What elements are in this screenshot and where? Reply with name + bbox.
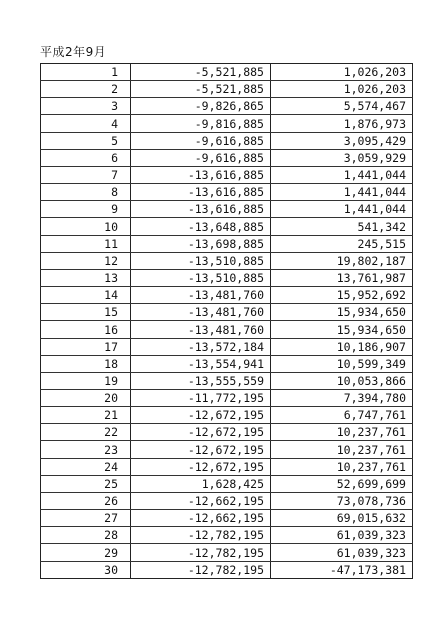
day-cell: 20 bbox=[41, 389, 131, 406]
day-cell: 1 bbox=[41, 64, 131, 81]
amount-b-cell: 52,699,699 bbox=[271, 475, 413, 492]
amount-b-cell: 3,095,429 bbox=[271, 132, 413, 149]
amount-b-cell: 15,934,650 bbox=[271, 304, 413, 321]
amount-a-cell: -9,826,865 bbox=[131, 98, 271, 115]
table-row bbox=[41, 115, 413, 132]
amount-a-cell: 1,628,425 bbox=[131, 475, 271, 492]
amount-b-cell: 10,053,866 bbox=[271, 372, 413, 389]
amount-a-cell: -9,616,885 bbox=[131, 149, 271, 166]
amount-a-cell: -11,772,195 bbox=[131, 389, 271, 406]
table-row bbox=[41, 441, 413, 458]
amount-a-cell: -13,554,941 bbox=[131, 355, 271, 372]
table-row bbox=[41, 252, 413, 269]
daily-balance-table bbox=[40, 63, 413, 579]
amount-a-cell: -13,481,760 bbox=[131, 287, 271, 304]
amount-b-cell: 1,441,044 bbox=[271, 201, 413, 218]
table-row bbox=[41, 544, 413, 561]
day-cell: 17 bbox=[41, 338, 131, 355]
amount-a-cell: -5,521,885 bbox=[131, 81, 271, 98]
amount-a-cell: -12,662,195 bbox=[131, 510, 271, 527]
table-row bbox=[41, 527, 413, 544]
amount-a-cell: -13,616,885 bbox=[131, 184, 271, 201]
amount-a-cell: -13,510,885 bbox=[131, 252, 271, 269]
amount-b-cell: 1,026,203 bbox=[271, 64, 413, 81]
amount-b-cell: 1,441,044 bbox=[271, 184, 413, 201]
day-cell: 26 bbox=[41, 492, 131, 509]
day-cell: 18 bbox=[41, 355, 131, 372]
amount-b-cell: 10,186,907 bbox=[271, 338, 413, 355]
table-row bbox=[41, 492, 413, 509]
amount-a-cell: -13,572,184 bbox=[131, 338, 271, 355]
day-cell: 11 bbox=[41, 235, 131, 252]
table-body bbox=[41, 64, 413, 579]
amount-b-cell: 3,059,929 bbox=[271, 149, 413, 166]
day-cell: 22 bbox=[41, 424, 131, 441]
day-cell: 10 bbox=[41, 218, 131, 235]
amount-a-cell: -12,782,195 bbox=[131, 544, 271, 561]
amount-a-cell: -9,616,885 bbox=[131, 132, 271, 149]
amount-a-cell: -12,672,195 bbox=[131, 407, 271, 424]
day-cell: 21 bbox=[41, 407, 131, 424]
amount-b-cell: 1,441,044 bbox=[271, 166, 413, 183]
day-cell: 3 bbox=[41, 98, 131, 115]
day-cell: 6 bbox=[41, 149, 131, 166]
day-cell: 23 bbox=[41, 441, 131, 458]
table-row bbox=[41, 235, 413, 252]
day-cell: 5 bbox=[41, 132, 131, 149]
amount-b-cell: 1,026,203 bbox=[271, 81, 413, 98]
amount-a-cell: -13,510,885 bbox=[131, 269, 271, 286]
table-row bbox=[41, 166, 413, 183]
day-cell: 27 bbox=[41, 510, 131, 527]
amount-a-cell: -13,616,885 bbox=[131, 201, 271, 218]
table-row bbox=[41, 355, 413, 372]
amount-b-cell: 10,237,761 bbox=[271, 458, 413, 475]
amount-b-cell: 15,952,692 bbox=[271, 287, 413, 304]
table-row bbox=[41, 132, 413, 149]
day-cell: 28 bbox=[41, 527, 131, 544]
day-cell: 13 bbox=[41, 269, 131, 286]
day-cell: 2 bbox=[41, 81, 131, 98]
table-row bbox=[41, 561, 413, 578]
day-cell: 24 bbox=[41, 458, 131, 475]
day-cell: 30 bbox=[41, 561, 131, 578]
table-row bbox=[41, 458, 413, 475]
table-row bbox=[41, 475, 413, 492]
amount-a-cell: -12,782,195 bbox=[131, 561, 271, 578]
amount-b-cell: 10,599,349 bbox=[271, 355, 413, 372]
table-row bbox=[41, 218, 413, 235]
amount-a-cell: -9,816,885 bbox=[131, 115, 271, 132]
amount-a-cell: -12,672,195 bbox=[131, 441, 271, 458]
day-cell: 8 bbox=[41, 184, 131, 201]
amount-b-cell: 1,876,973 bbox=[271, 115, 413, 132]
table-row bbox=[41, 510, 413, 527]
amount-b-cell: -47,173,381 bbox=[271, 561, 413, 578]
table-row bbox=[41, 184, 413, 201]
amount-b-cell: 13,761,987 bbox=[271, 269, 413, 286]
day-cell: 4 bbox=[41, 115, 131, 132]
table-row bbox=[41, 321, 413, 338]
table-row bbox=[41, 201, 413, 218]
amount-b-cell: 7,394,780 bbox=[271, 389, 413, 406]
document-title: 平成2年9月 bbox=[40, 45, 107, 59]
amount-b-cell: 5,574,467 bbox=[271, 98, 413, 115]
table-row bbox=[41, 424, 413, 441]
day-cell: 14 bbox=[41, 287, 131, 304]
amount-b-cell: 15,934,650 bbox=[271, 321, 413, 338]
table-row bbox=[41, 407, 413, 424]
amount-b-cell: 61,039,323 bbox=[271, 527, 413, 544]
amount-a-cell: -13,648,885 bbox=[131, 218, 271, 235]
table-row bbox=[41, 304, 413, 321]
table-row bbox=[41, 269, 413, 286]
amount-b-cell: 245,515 bbox=[271, 235, 413, 252]
amount-a-cell: -13,698,885 bbox=[131, 235, 271, 252]
table-row bbox=[41, 81, 413, 98]
table-row bbox=[41, 98, 413, 115]
table-row bbox=[41, 64, 413, 81]
day-cell: 29 bbox=[41, 544, 131, 561]
amount-a-cell: -13,481,760 bbox=[131, 321, 271, 338]
table-row bbox=[41, 338, 413, 355]
amount-b-cell: 10,237,761 bbox=[271, 441, 413, 458]
day-cell: 15 bbox=[41, 304, 131, 321]
table-row bbox=[41, 389, 413, 406]
amount-b-cell: 69,015,632 bbox=[271, 510, 413, 527]
table-row bbox=[41, 287, 413, 304]
day-cell: 12 bbox=[41, 252, 131, 269]
day-cell: 7 bbox=[41, 166, 131, 183]
amount-a-cell: -5,521,885 bbox=[131, 64, 271, 81]
amount-b-cell: 19,802,187 bbox=[271, 252, 413, 269]
amount-a-cell: -13,616,885 bbox=[131, 166, 271, 183]
amount-b-cell: 73,078,736 bbox=[271, 492, 413, 509]
amount-a-cell: -12,782,195 bbox=[131, 527, 271, 544]
table-row bbox=[41, 149, 413, 166]
day-cell: 16 bbox=[41, 321, 131, 338]
amount-a-cell: -12,672,195 bbox=[131, 424, 271, 441]
amount-b-cell: 61,039,323 bbox=[271, 544, 413, 561]
amount-a-cell: -13,555,559 bbox=[131, 372, 271, 389]
table-row bbox=[41, 372, 413, 389]
amount-a-cell: -12,662,195 bbox=[131, 492, 271, 509]
amount-b-cell: 6,747,761 bbox=[271, 407, 413, 424]
day-cell: 25 bbox=[41, 475, 131, 492]
day-cell: 9 bbox=[41, 201, 131, 218]
amount-a-cell: -12,672,195 bbox=[131, 458, 271, 475]
amount-a-cell: -13,481,760 bbox=[131, 304, 271, 321]
amount-b-cell: 541,342 bbox=[271, 218, 413, 235]
day-cell: 19 bbox=[41, 372, 131, 389]
amount-b-cell: 10,237,761 bbox=[271, 424, 413, 441]
